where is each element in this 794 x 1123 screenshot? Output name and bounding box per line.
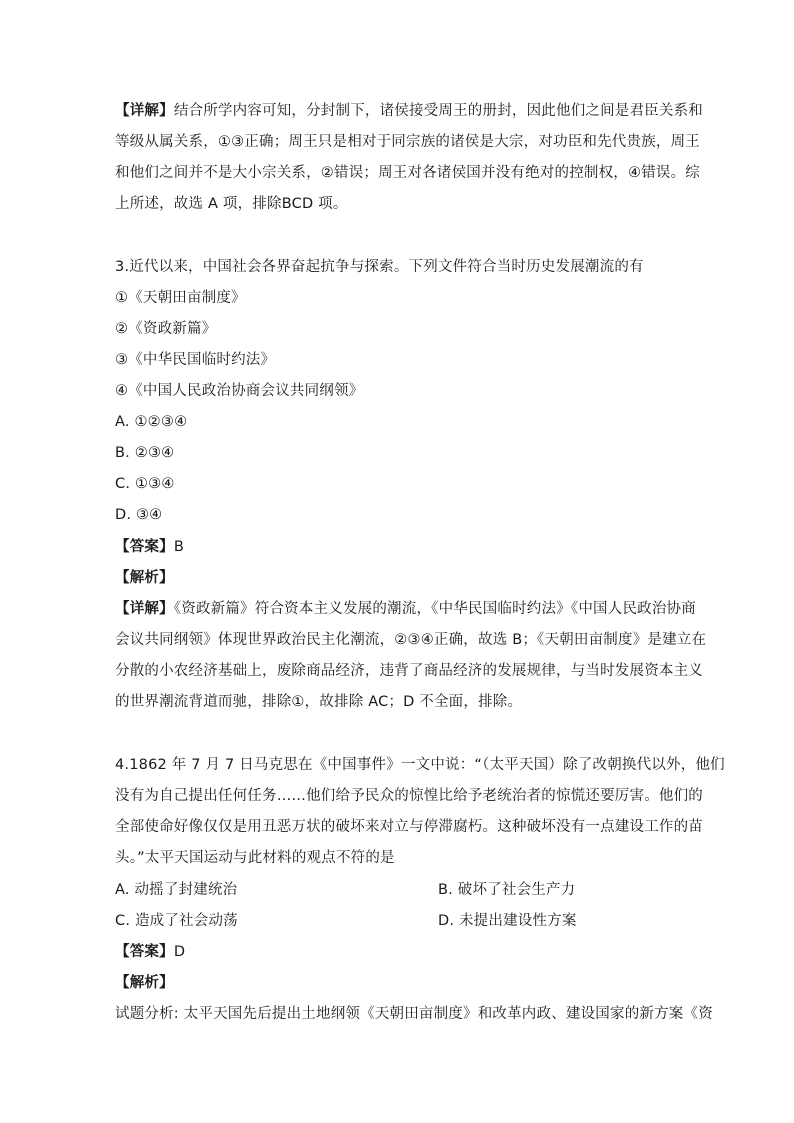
question-4-option-c: C. 造成了社会动荡 bbox=[115, 913, 238, 929]
question-4-answer bbox=[115, 942, 185, 962]
question-3-detail-line: 的世界潮流背道而驰，排除①，故排除 AC；D 不全面，排除。 bbox=[115, 694, 523, 710]
question-3-item: ②《资政新篇》 bbox=[115, 321, 217, 337]
question-3-analysis-tag: 【解析】 bbox=[115, 570, 174, 586]
answer-tag: 【答案】 bbox=[115, 539, 174, 555]
question-3-detail-line: 会议共同纲领》体现世界政治民主化潮流，②③④正确，故选 B；《天朝田亩制度》是建立在 bbox=[115, 632, 707, 648]
question-4-option-a: A. 动摇了封建统治 bbox=[115, 882, 238, 898]
question-3-option-c: C. ①③④ bbox=[115, 476, 175, 492]
question-4-option-d: D. 未提出建设性方案 bbox=[438, 913, 577, 929]
detail-tag: 【详解】 bbox=[115, 103, 174, 119]
question-4-analysis-line: 试题分析: 太平天国先后提出土地纲领《天朝田亩制度》和改革内政、建设国家的新方案《资 bbox=[115, 1006, 713, 1022]
question-3-detail-line: 【详解】《资政新篇》符合资本主义发展的潮流，《中华民国临时约法》《中国人民政治协商 bbox=[115, 601, 696, 617]
detail-paragraph-line: 和他们之间并不是大小宗关系，②错误；周王对各诸侯国并没有绝对的控制权，④错误。综 bbox=[115, 165, 700, 181]
question-3-detail-line: 分散的小农经济基础上，废除商品经济，违背了商品经济的发展规律，与当时发展资本主义 bbox=[115, 663, 703, 679]
question-3-item: ③《中华民国临时约法》 bbox=[115, 352, 276, 368]
question-4-stem-line: 全部使命好像仅仅是用丑恶万状的破坏来对立与停滞腐朽。这种破坏没有一点建设工作的苗 bbox=[115, 819, 703, 835]
answer-tag: 【答案】 bbox=[115, 944, 174, 960]
question-3-option-a: A. ①②③④ bbox=[115, 414, 188, 430]
question-3-option-d: D. ③④ bbox=[115, 507, 163, 523]
question-3-item: ①《天朝田亩制度》 bbox=[115, 290, 246, 306]
answer-value: B bbox=[173, 539, 184, 555]
detail-paragraph-line: 【详解】结合所学内容可知，分封制下，诸侯接受周王的册封，因此他们之间是君臣关系和 bbox=[115, 103, 704, 119]
question-4-stem-line: 没有为自己提出任何任务……他们给予民众的惊惶比给予老统治者的惊慌还要厉害。他们的 bbox=[115, 788, 703, 804]
question-3-option-b: B. ②③④ bbox=[115, 445, 175, 461]
question-4-stem-line: 头。”太平天国运动与此材料的观点不符的是 bbox=[115, 850, 395, 866]
answer-value: D bbox=[173, 944, 186, 960]
question-3-answer bbox=[115, 537, 184, 557]
question-4-stem-line: 4.1862 年 7 月 7 日马克思在《中国事件》一文中说：“（太平天国）除了改朝换代以外，他们 bbox=[115, 757, 725, 773]
detail-tag: 【详解】 bbox=[115, 601, 174, 617]
question-3-item: ④《中国人民政治协商会议共同纲领》 bbox=[115, 383, 364, 399]
question-4-option-b: B. 破坏了社会生产力 bbox=[438, 882, 576, 898]
question-4-analysis-tag: 【解析】 bbox=[115, 975, 174, 991]
detail-paragraph-line: 上所述，故选 A 项，排除BCD 项。 bbox=[115, 196, 348, 212]
detail-paragraph-line: 等级从属关系，①③正确；周王只是相对于同宗族的诸侯是大宗，对功臣和先代贵族，周王 bbox=[115, 134, 700, 150]
question-3-stem: 3.近代以来，中国社会各界奋起抗争与探索。下列文件符合当时历史发展潮流的有 bbox=[115, 259, 644, 275]
